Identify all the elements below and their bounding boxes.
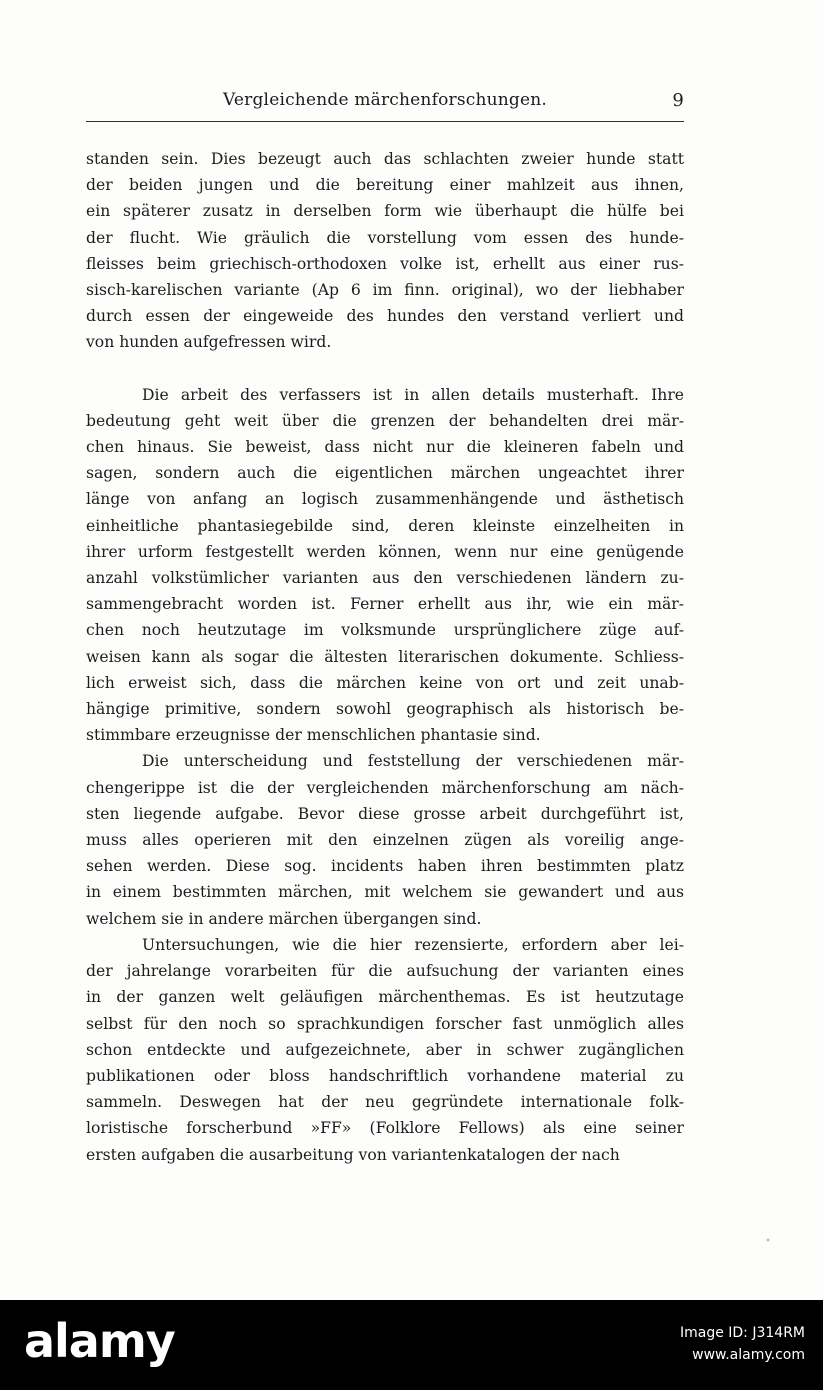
text-line: der jahrelange vorarbeiten für die aufsuchung der varianten eines [86,962,684,981]
text-line: sammengebracht worden ist. Ferner erhellt aus ihr, wie ein mär- [86,595,684,614]
text-line: bedeutung geht weit über die grenzen der behandelten drei mär- [86,411,684,430]
stock-meta [680,1322,805,1366]
text-line: fleisses beim griechisch-orthodoxen volke ist, erhellt aus einer rus- [86,254,684,273]
text-line: ihrer urform festgestellt werden können, wenn nur eine genügende [86,542,684,561]
stock-watermark-bar [0,1300,823,1390]
text-line: sehen werden. Diese sog. incidents haben ihren bestimmten platz [86,857,684,876]
text-line: einheitliche phantasiegebilde sind, deren kleinste einzelheiten in [86,516,684,535]
text-line: der beiden jungen und die bereitung einer mahlzeit aus ihnen, [86,176,684,195]
scan-speck: • [765,1236,771,1247]
text-line: sisch-karelischen variante (Ap 6 im finn. original), wo der liebhaber [86,281,684,300]
paragraph-3 [86,748,684,931]
text-line: loristische forscherbund »FF» (Folklore Fellows) als eine seiner [86,1119,684,1138]
text-line: publikationen oder bloss handschriftlich vorhandene material zu [86,1066,684,1085]
text-line: Die unterscheidung und feststellung der verschiedenen mär- [142,752,684,771]
text-line: ersten aufgaben die ausarbeitung von variantenkatalogen der nach [86,1145,620,1164]
image-id: Image ID: J314RM [679,1325,805,1341]
text-line: durch essen der eingeweide des hundes den verstand verliert und [86,307,684,326]
body-text [86,146,684,1168]
text-line: welchem sie in andere märchen übergangen sind. [86,909,482,928]
text-line: standen sein. Dies bezeugt auch das schlachten zweier hunde statt [86,150,684,168]
paragraph-4 [86,932,684,1168]
text-line: anzahl volkstümlicher varianten aus den verschiedenen ländern zu- [86,569,684,588]
stock-site: www.alamy.com [692,1347,805,1363]
text-line: chen hinaus. Sie beweist, dass nicht nur die kleineren fabeln und [86,438,684,457]
paragraph-2 [86,382,684,749]
text-line: chengerippe ist die der vergleichenden märchenforschung am näch- [86,778,684,797]
text-line: der flucht. Wie gräulich die vorstellung vom essen des hunde- [86,228,684,247]
text-line: sammeln. Deswegen hat der neu gegründete internationale folk- [86,1093,684,1112]
text-line: chen noch heutzutage im volksmunde ursprünglichere züge auf- [86,621,684,640]
text-line: in der ganzen welt geläufigen märchenthemas. Es ist heutzutage [86,988,684,1007]
text-line: hängige primitive, sondern sowohl geographisch als historisch be- [86,700,684,719]
text-line: Untersuchungen, wie die hier rezensierte, erfordern aber lei- [142,935,684,954]
running-title: Vergleichende märchenforschungen. [222,90,548,110]
text-line: sten liegende aufgabe. Bevor diese grosse arbeit durchgeführt ist, [86,804,684,823]
text-line: ein späterer zusatz in derselben form wie überhaupt die hülfe bei [86,202,684,221]
text-line: sagen, sondern auch die eigentlichen märchen ungeachtet ihrer [86,464,684,483]
text-line: länge von anfang an logisch zusammenhängende und ästhetisch [86,490,684,509]
text-line: von hunden aufgefressen wird. [86,333,332,352]
running-head [86,90,684,114]
text-line: lich erweist sich, dass die märchen keine von ort und zeit unab- [86,673,684,692]
header-rule [86,121,684,122]
text-line: selbst für den noch so sprachkundigen forscher fast unmöglich alles [86,1014,684,1033]
page-number: 9 [672,90,684,111]
text-line: schon entdeckte und aufgezeichnete, aber in schwer zugänglichen [86,1040,684,1059]
text-line: muss alles operieren mit den einzelnen zügen als voreilig ange- [86,831,684,850]
paragraph-1 [86,146,684,356]
text-line: Die arbeit des verfassers ist in allen details musterhaft. Ihre [142,385,684,404]
text-line: weisen kann als sogar die ältesten literarischen dokumente. Schliess- [86,647,684,666]
text-line: stimmbare erzeugnisse der menschlichen phantasie sind. [86,726,541,745]
stock-logo: alamy [24,1314,175,1368]
text-line: in einem bestimmten märchen, mit welchem sie gewandert und aus [86,883,684,902]
